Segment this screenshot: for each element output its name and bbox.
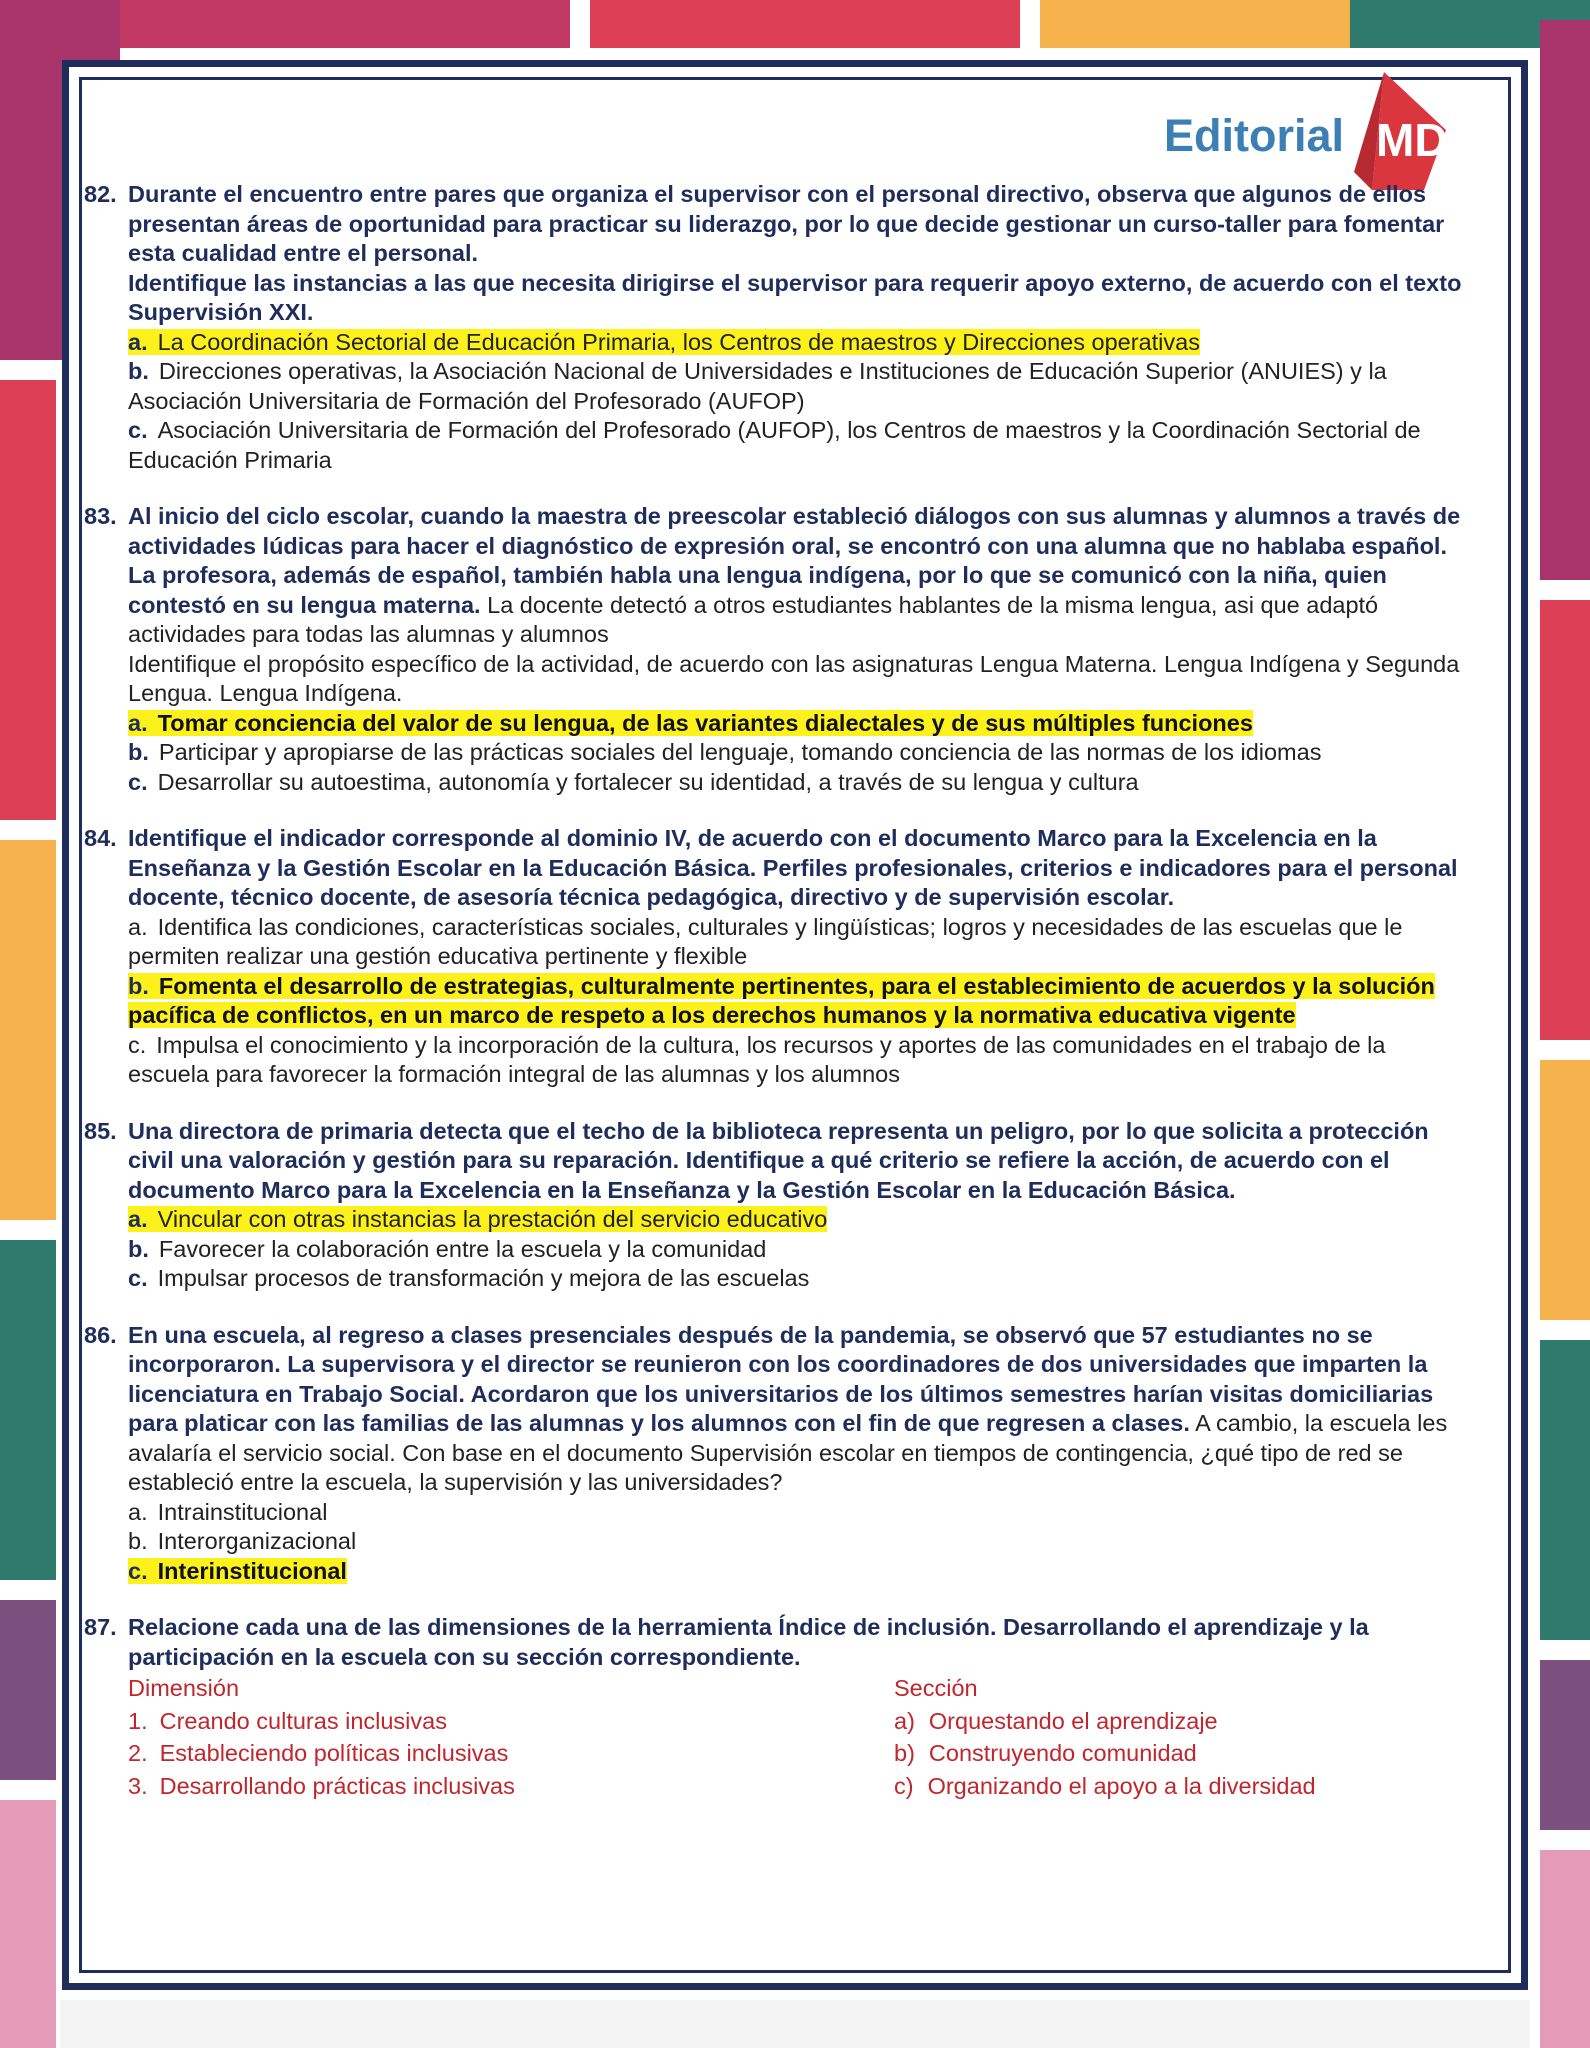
question-list [84,180,1464,1828]
option-b[interactable] [128,357,1464,416]
option-text: La Coordinación Sectorial de Educación Primaria, los Centros de maestros y Direcciones operativas [157,328,1200,355]
question-stem: Identifique el indicador corresponde al dominio IV, de acuerdo con el documento Marco para la Excelencia en la Enseñanza y la Gestión Escolar en la Educación Básica. Perfiles profesionales, criterios e indicadores para el personal docente, técnico docente, de asesoría técnica pedagógica, directivo y de supervisión escolar. [128,825,1458,910]
question-82 [84,180,1464,475]
option-b[interactable] [128,972,1464,1031]
option-c[interactable] [128,1031,1464,1090]
option-c[interactable] [128,1264,1464,1294]
option-letter: b. [128,1235,149,1262]
option-text: Impulsa el conocimiento y la incorporación de la cultura, los recursos y aportes de las comunidades en el trabajo de la escuela para favorecer la formación integral de las alumnas y los alumnos [128,1031,1386,1087]
decor-tile [0,1600,56,1780]
item-letter: b) [894,1740,915,1766]
option-b[interactable] [128,1235,1464,1265]
option-text: Direcciones operativas, la Asociación Nacional de Universidades e Instituciones de Educación Superior (ANUIES) y la Asociación Universitaria de Formación del Profesorado (AUFOP) [128,358,1387,414]
dimension-item[interactable] [128,1707,894,1737]
option-text: Fomenta el desarrollo de estrategias, culturalmente pertinentes, para el establecimiento de acuerdos y la solución pacífica de conflictos, en un marco de respeto a los derechos humanos y la normativa educativa vigente [128,972,1435,1028]
question-stem: Durante el encuentro entre pares que organiza el supervisor con el personal directivo, observa que algunos de ellos presentan áreas de oportunidad para practicar su liderazgo, por lo que decide gestionar un curso-taller para fomentar esta cualidad entre el personal. [128,181,1445,266]
option-text: Asociación Universitaria de Formación del Profesorado (AUFOP), los Centros de maestros y la Coordinación Sectorial de Educación Primaria [128,417,1421,473]
option-letter: a. [128,1498,148,1525]
option-text: Interorganizacional [157,1528,357,1554]
question-stem: Relacione cada una de las dimensiones de la herramienta Índice de inclusión. Desarrollando el aprendizaje y la participación en la escuela con su sección correspondiente. [128,1614,1369,1670]
matching-table [128,1674,1464,1801]
option-letter: c. [128,417,148,443]
question-stem-plain: A cambio, la escuela les avalaría el servicio social. Con base en el documento Supervisión escolar en tiempos de contingencia, ¿qué tipo de red se estableció entre la escuela, la supervisión y las universidades? [128,1410,1448,1495]
decor-tile [590,0,1020,48]
item-text: Organizando el apoyo a la diversidad [927,1772,1316,1799]
option-text: Interinstitucional [157,1557,347,1584]
option-b[interactable] [128,1527,1464,1557]
item-text: Construyendo comunidad [928,1740,1197,1766]
dimension-item[interactable] [128,1772,894,1802]
decor-tile [0,1800,56,2048]
decor-tile [60,2000,1530,2048]
option-text: Identifica las condiciones, características sociales, culturales y lingüísticas; logros y necesidades de las escuelas que le permiten realizar una gestión educativa pertinente y flexible [128,913,1403,969]
option-b[interactable] [128,738,1464,768]
dimension-header: Dimensión [128,1675,240,1701]
option-text: Tomar conciencia del valor de su lengua, de las variantes dialectales y de sus múltiples funciones [157,709,1253,736]
option-a[interactable] [128,913,1464,972]
option-text: Favorecer la colaboración entre la escuela y la comunidad [158,1235,767,1262]
option-letter: b. [128,1528,148,1554]
question-stem: Una directora de primaria detecta que el techo de la biblioteca representa un peligro, por lo que solicita a protección civil una valoración y gestión para su reparación. Identifique a qué criterio se refiere la acción, de acuerdo con el documento Marco para la Excelencia en la Enseñanza y la Gestión Escolar en la Educación Básica. [128,1117,1429,1203]
option-letter: b. [128,972,149,999]
section-column [894,1674,1454,1801]
option-letter: c. [128,1557,148,1584]
question-stem-plain: La docente detectó a otros estudiantes hablantes de la misma lengua, asi que adaptó actividades para todas las alumnas y alumnos [128,591,1379,647]
question-stem-bold: En una escuela, al regreso a clases presenciales después de la pandemia, se observó que 57 estudiantes no se incorporaron. La supervisora y el director se reunieron con los coordinadores de dos universidades que imparten la licenciatura en Trabajo Social. Acordaron que los universitarios de los últimos semestres harían visitas domiciliarias para platicar con las familias de las alumnas y los alumnos con el fin de que regresen a clases. [128,1321,1434,1436]
option-text: Impulsar procesos de transformación y mejora de las escuelas [157,1265,810,1291]
logo-mark: MD [1376,114,1448,166]
question-stem-bold: Al inicio del ciclo escolar, cuando la maestra de preescolar estableció diálogos con sus alumnas y alumnos a través de actividades lúdicas para hacer el diagnóstico de expresión oral, se encontró con una alumna que no hablaba español. La profesora, además de español, también habla una lengua indígena, por lo que se comunicó con la niña, quien contestó en su lengua materna. [128,503,1461,618]
item-number: 1. [128,1707,148,1734]
question-number: 87. [84,1614,117,1640]
question-number: 82. [84,181,117,207]
section-header: Sección [894,1675,978,1701]
option-a[interactable] [128,1498,1464,1528]
option-letter: a. [128,1206,148,1232]
option-c[interactable] [128,768,1464,798]
item-number: 2. [128,1740,148,1766]
decor-tile [0,840,56,1220]
question-ask: Identifique el propósito específico de la actividad, de acuerdo con las asignaturas Lengua Materna. Lengua Indígena y Segunda Lengua. Lengua Indígena. [128,650,1460,706]
option-a[interactable] [128,709,1464,739]
option-letter: a. [128,913,148,940]
item-text: Desarrollando prácticas inclusivas [159,1772,515,1799]
option-c[interactable] [128,416,1464,475]
item-number: 3. [128,1772,148,1799]
decor-tile [1540,1060,1590,1320]
editorial-logo [1164,72,1474,190]
logo-text: Editorial [1164,110,1345,161]
decor-tile [1040,0,1350,48]
question-83 [84,502,1464,797]
question-number: 83. [84,503,117,529]
option-letter: c. [128,1265,148,1291]
item-text: Estableciendo políticas inclusivas [159,1740,509,1766]
option-a[interactable] [128,328,1464,358]
section-item[interactable] [894,1707,1454,1737]
option-text: Vincular con otras instancias la prestación del servicio educativo [157,1206,828,1232]
decor-tile [1540,600,1590,1040]
question-85 [84,1117,1464,1294]
dimension-item[interactable] [128,1739,894,1769]
option-a[interactable] [128,1205,1464,1235]
question-87 [84,1613,1464,1801]
option-letter: b. [128,739,149,765]
question-number: 85. [84,1117,117,1144]
option-letter: a. [128,709,148,736]
section-item[interactable] [894,1739,1454,1769]
item-text: Creando culturas inclusivas [159,1707,447,1734]
option-letter: b. [128,358,149,384]
question-84 [84,824,1464,1090]
decor-tile [1540,1660,1590,1830]
option-text: Desarrollar su autoestima, autonomía y fortalecer su identidad, a través de su lengua y cultura [157,768,1139,795]
decor-tile [1540,1850,1590,2048]
question-86 [84,1321,1464,1587]
decor-tile [1540,20,1590,580]
question-number: 84. [84,825,117,851]
option-letter: a. [128,328,148,355]
dimension-column [128,1674,894,1801]
decor-tile [1540,1340,1590,1640]
decor-tile [0,1240,56,1580]
decor-tile [0,380,56,820]
md-logo-icon [1354,72,1474,190]
option-text: Intrainstitucional [157,1498,328,1525]
item-letter: a) [894,1707,915,1734]
option-text: Participar y apropiarse de las prácticas sociales del lenguaje, tomando conciencia de las normas de los idiomas [158,739,1322,765]
option-letter: c. [128,1031,147,1058]
option-letter: c. [128,768,148,795]
decor-tile [120,0,570,48]
question-ask: Identifique las instancias a las que necesita dirigirse el supervisor para requerir apoyo externo, de acuerdo con el texto Supervisión XXI. [128,269,1462,325]
item-text: Orquestando el aprendizaje [928,1707,1218,1734]
option-c[interactable] [128,1557,1464,1587]
item-letter: c) [894,1772,914,1799]
question-number: 86. [84,1321,117,1348]
section-item[interactable] [894,1772,1454,1802]
